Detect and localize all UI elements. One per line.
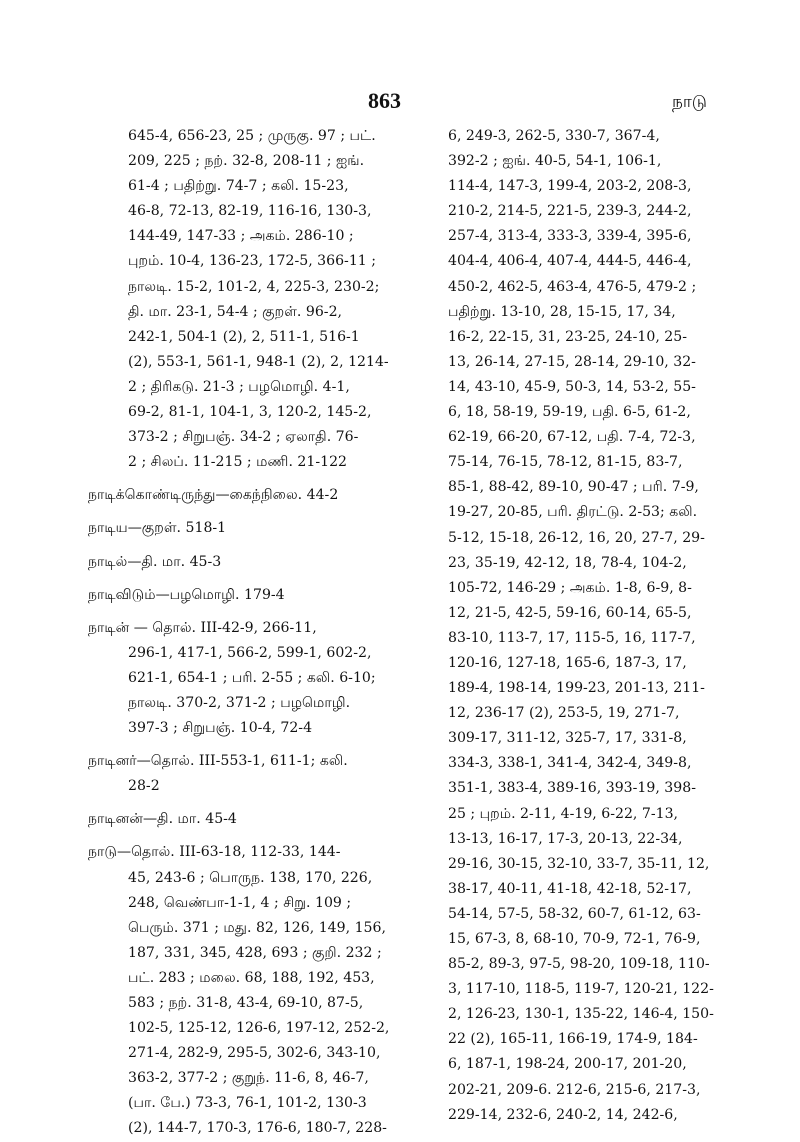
index-entry-line: 13, 26-14, 27-15, 28-14, 29-10, 32- bbox=[448, 353, 696, 370]
index-entry-line: 229-14, 232-6, 240-2, 14, 242-6, bbox=[448, 1106, 678, 1123]
index-entry-line: 105-72, 146-29 ; அகம். 1-8, 6-9, 8- bbox=[448, 579, 692, 596]
index-entry-line: 296-1, 417-1, 566-2, 599-1, 602-2, bbox=[128, 644, 372, 661]
index-entry-line: 248, வெண்பா-1-1, 4 ; சிறு. 109 ; bbox=[128, 894, 352, 911]
index-entry-line: 12, 21-5, 42-5, 59-16, 60-14, 65-5, bbox=[448, 604, 692, 621]
index-entry-line: 16-2, 22-15, 31, 23-25, 24-10, 25- bbox=[448, 328, 687, 345]
page-number: 863 bbox=[368, 88, 401, 113]
index-entry-line: (பா. பே.) 73-3, 76-1, 101-2, 130-3 bbox=[128, 1095, 367, 1112]
index-entry-line: 2, 126-23, 130-1, 135-22, 146-4, 150- bbox=[448, 1006, 714, 1023]
left-column bbox=[88, 124, 388, 1142]
index-entry-line: 2 ; சிலப். 11-215 ; மணி. 21-122 bbox=[128, 454, 348, 471]
entry-gap bbox=[88, 608, 388, 616]
index-entry-line: (2), 553-1, 561-1, 948-1 (2), 2, 1214- bbox=[128, 353, 389, 370]
index-entry-line: பட். 283 ; மலை. 68, 188, 192, 453, bbox=[128, 969, 375, 986]
index-entry-line: 404-4, 406-4, 407-4, 444-5, 446-4, bbox=[448, 253, 692, 270]
index-entry-line: 363-2, 377-2 ; குறுந். 11-6, 8, 46-7, bbox=[128, 1070, 369, 1087]
index-entry-head: நாடிய—குறள். 518-1 bbox=[88, 520, 227, 537]
index-entry-line: 38-17, 40-11, 41-18, 42-18, 52-17, bbox=[448, 880, 692, 897]
index-entry-line: 202-21, 209-6. 212-6, 215-6, 217-3, bbox=[448, 1081, 701, 1098]
index-entry-line: 144-49, 147-33 ; அகம். 286-10 ; bbox=[128, 228, 354, 245]
index-entry-line: 120-16, 127-18, 165-6, 187-3, 17, bbox=[448, 654, 687, 671]
index-entry-line: 5-12, 15-18, 26-12, 16, 20, 27-7, 29- bbox=[448, 529, 705, 546]
index-entry-line: 114-4, 147-3, 199-4, 203-2, 208-3, bbox=[448, 178, 692, 195]
index-entry-line: 61-4 ; பதிற்று. 74-7 ; கலி. 15-23, bbox=[128, 178, 349, 195]
index-entry-line: 19-27, 20-85, பரி. திரட்டு. 2-53; கலி. bbox=[448, 504, 698, 521]
index-entry-line: 373-2 ; சிறுபஞ். 34-2 ; ஏலாதி. 76- bbox=[128, 429, 359, 446]
index-entry-line: 397-3 ; சிறுபஞ். 10-4, 72-4 bbox=[128, 720, 313, 737]
index-entry-head: நாடு—தொல். III-63-18, 112-33, 144- bbox=[88, 844, 341, 861]
index-entry-line: 23, 35-19, 42-12, 18, 78-4, 104-2, bbox=[448, 554, 687, 571]
index-entry-line: 45, 243-6 ; பொருந. 138, 170, 226, bbox=[128, 869, 373, 886]
index-entry-head: நாடினர்—தொல். III-553-1, 611-1; கலி. bbox=[88, 753, 348, 770]
index-entry-line: 209, 225 ; நற். 32-8, 208-11 ; ஐங். bbox=[128, 153, 365, 170]
index-entry-line: 14, 43-10, 45-9, 50-3, 14, 53-2, 55- bbox=[448, 378, 696, 395]
index-entry-line: 189-4, 198-14, 199-23, 201-13, 211- bbox=[448, 680, 705, 697]
index-entry-line: பெரும். 371 ; மது. 82, 126, 149, 156, bbox=[128, 919, 386, 936]
index-entry-head: நாடிவிடும்—பழமொழி. 179-4 bbox=[88, 586, 285, 603]
index-entry-line: 271-4, 282-9, 295-5, 302-6, 343-10, bbox=[128, 1045, 381, 1062]
index-entry-line: 13-13, 16-17, 17-3, 20-13, 22-34, bbox=[448, 830, 683, 847]
index-entry-line: 621-1, 654-1 ; பரி. 2-55 ; கலி. 6-10; bbox=[128, 669, 376, 686]
entry-gap bbox=[88, 475, 388, 483]
index-entry-line: நாலடி. 15-2, 101-2, 4, 225-3, 230-2; bbox=[128, 278, 380, 295]
entry-gap bbox=[88, 542, 388, 550]
index-entry-head: நாடின் — தொல். III-42-9, 266-11, bbox=[88, 619, 317, 636]
right-column bbox=[448, 124, 714, 1128]
index-entry-line: 29-16, 30-15, 32-10, 33-7, 35-11, 12, bbox=[448, 855, 710, 872]
index-entry-line: 392-2 ; ஐங். 40-5, 54-1, 106-1, bbox=[448, 153, 662, 170]
index-entry-line: 12, 236-17 (2), 253-5, 19, 271-7, bbox=[448, 705, 680, 722]
index-entry-line: தி. மா. 23-1, 54-4 ; குறள். 96-2, bbox=[128, 303, 343, 320]
index-entry-line: 25 ; புறம். 2-11, 4-19, 6-22, 7-13, bbox=[448, 805, 679, 822]
index-entry-line: 22 (2), 165-11, 166-19, 174-9, 184- bbox=[448, 1031, 698, 1048]
index-entry-line: 583 ; நற். 31-8, 43-4, 69-10, 87-5, bbox=[128, 995, 364, 1011]
index-entry-line: 242-1, 504-1 (2), 2, 511-1, 516-1 bbox=[128, 328, 360, 345]
index-entry-line: 645-4, 656-23, 25 ; முருகு. 97 ; பட். bbox=[128, 128, 376, 144]
index-entry-line: புறம். 10-4, 136-23, 172-5, 366-11 ; bbox=[128, 253, 376, 270]
index-entry-line: 351-1, 383-4, 389-16, 393-19, 398- bbox=[448, 780, 696, 797]
index-entry-line: 28-2 bbox=[128, 778, 160, 795]
index-entry-line: 2 ; திரிகடு. 21-3 ; பழமொழி. 4-1, bbox=[128, 378, 350, 395]
index-entry-line: நாலடி. 370-2, 371-2 ; பழமொழி. bbox=[128, 694, 351, 711]
index-entry-line: (2), 144-7, 170-3, 176-6, 180-7, 228- bbox=[128, 1120, 387, 1137]
index-entry-line: 187, 331, 345, 428, 693 ; குறி. 232 ; bbox=[128, 944, 382, 961]
entry-gap bbox=[88, 508, 388, 516]
index-entry-line: 102-5, 125-12, 126-6, 197-12, 252-2, bbox=[128, 1020, 390, 1037]
index-entry-line: 3, 117-10, 118-5, 119-7, 120-21, 122- bbox=[448, 981, 714, 998]
index-entry-line: பதிற்று. 13-10, 28, 15-15, 17, 34, bbox=[448, 303, 676, 320]
entry-gap bbox=[88, 832, 388, 840]
index-entry-line: 15, 67-3, 8, 68-10, 70-9, 72-1, 76-9, bbox=[448, 931, 701, 947]
entry-gap bbox=[88, 575, 388, 583]
index-entry-line: 85-1, 88-42, 89-10, 90-47 ; பரி. 7-9, bbox=[448, 479, 699, 496]
index-entry-line: 334-3, 338-1, 341-4, 342-4, 349-8, bbox=[448, 755, 692, 772]
index-entry-line: 6, 187-1, 198-24, 200-17, 201-20, bbox=[448, 1056, 687, 1073]
entry-gap bbox=[88, 741, 388, 749]
index-entry-line: 69-2, 81-1, 104-1, 3, 120-2, 145-2, bbox=[128, 404, 372, 421]
index-entry-line: 210-2, 214-5, 221-5, 239-3, 244-2, bbox=[448, 203, 692, 220]
index-entry-line: 309-17, 311-12, 325-7, 17, 331-8, bbox=[448, 730, 687, 747]
index-entry-line: 54-14, 57-5, 58-32, 60-7, 61-12, 63- bbox=[448, 905, 701, 922]
index-entry-line: 85-2, 89-3, 97-5, 98-20, 109-18, 110- bbox=[448, 956, 710, 973]
index-entry-head: நாடிக்கொண்டிருந்து—கைந்நிலை. 44-2 bbox=[88, 487, 339, 504]
entry-gap bbox=[88, 799, 388, 807]
index-entry-head: நாடில்—தி. மா. 45-3 bbox=[88, 553, 222, 570]
index-entry-line: 6, 18, 58-19, 59-19, பதி. 6-5, 61-2, bbox=[448, 404, 691, 421]
index-entry-head: நாடினன்—தி. மா. 45-4 bbox=[88, 811, 237, 828]
index-entry-line: 83-10, 113-7, 17, 115-5, 16, 117-7, bbox=[448, 629, 696, 646]
index-entry-line: 46-8, 72-13, 82-19, 116-16, 130-3, bbox=[128, 203, 372, 220]
index-entry-line: 450-2, 462-5, 463-4, 476-5, 479-2 ; bbox=[448, 278, 697, 295]
index-entry-line: 257-4, 313-4, 333-3, 339-4, 395-6, bbox=[448, 228, 692, 245]
running-head: நாடு bbox=[672, 92, 707, 112]
index-entry-line: 6, 249-3, 262-5, 330-7, 367-4, bbox=[448, 128, 660, 144]
index-entry-line: 75-14, 76-15, 78-12, 81-15, 83-7, bbox=[448, 454, 683, 471]
index-entry-line: 62-19, 66-20, 67-12, பதி. 7-4, 72-3, bbox=[448, 429, 696, 446]
